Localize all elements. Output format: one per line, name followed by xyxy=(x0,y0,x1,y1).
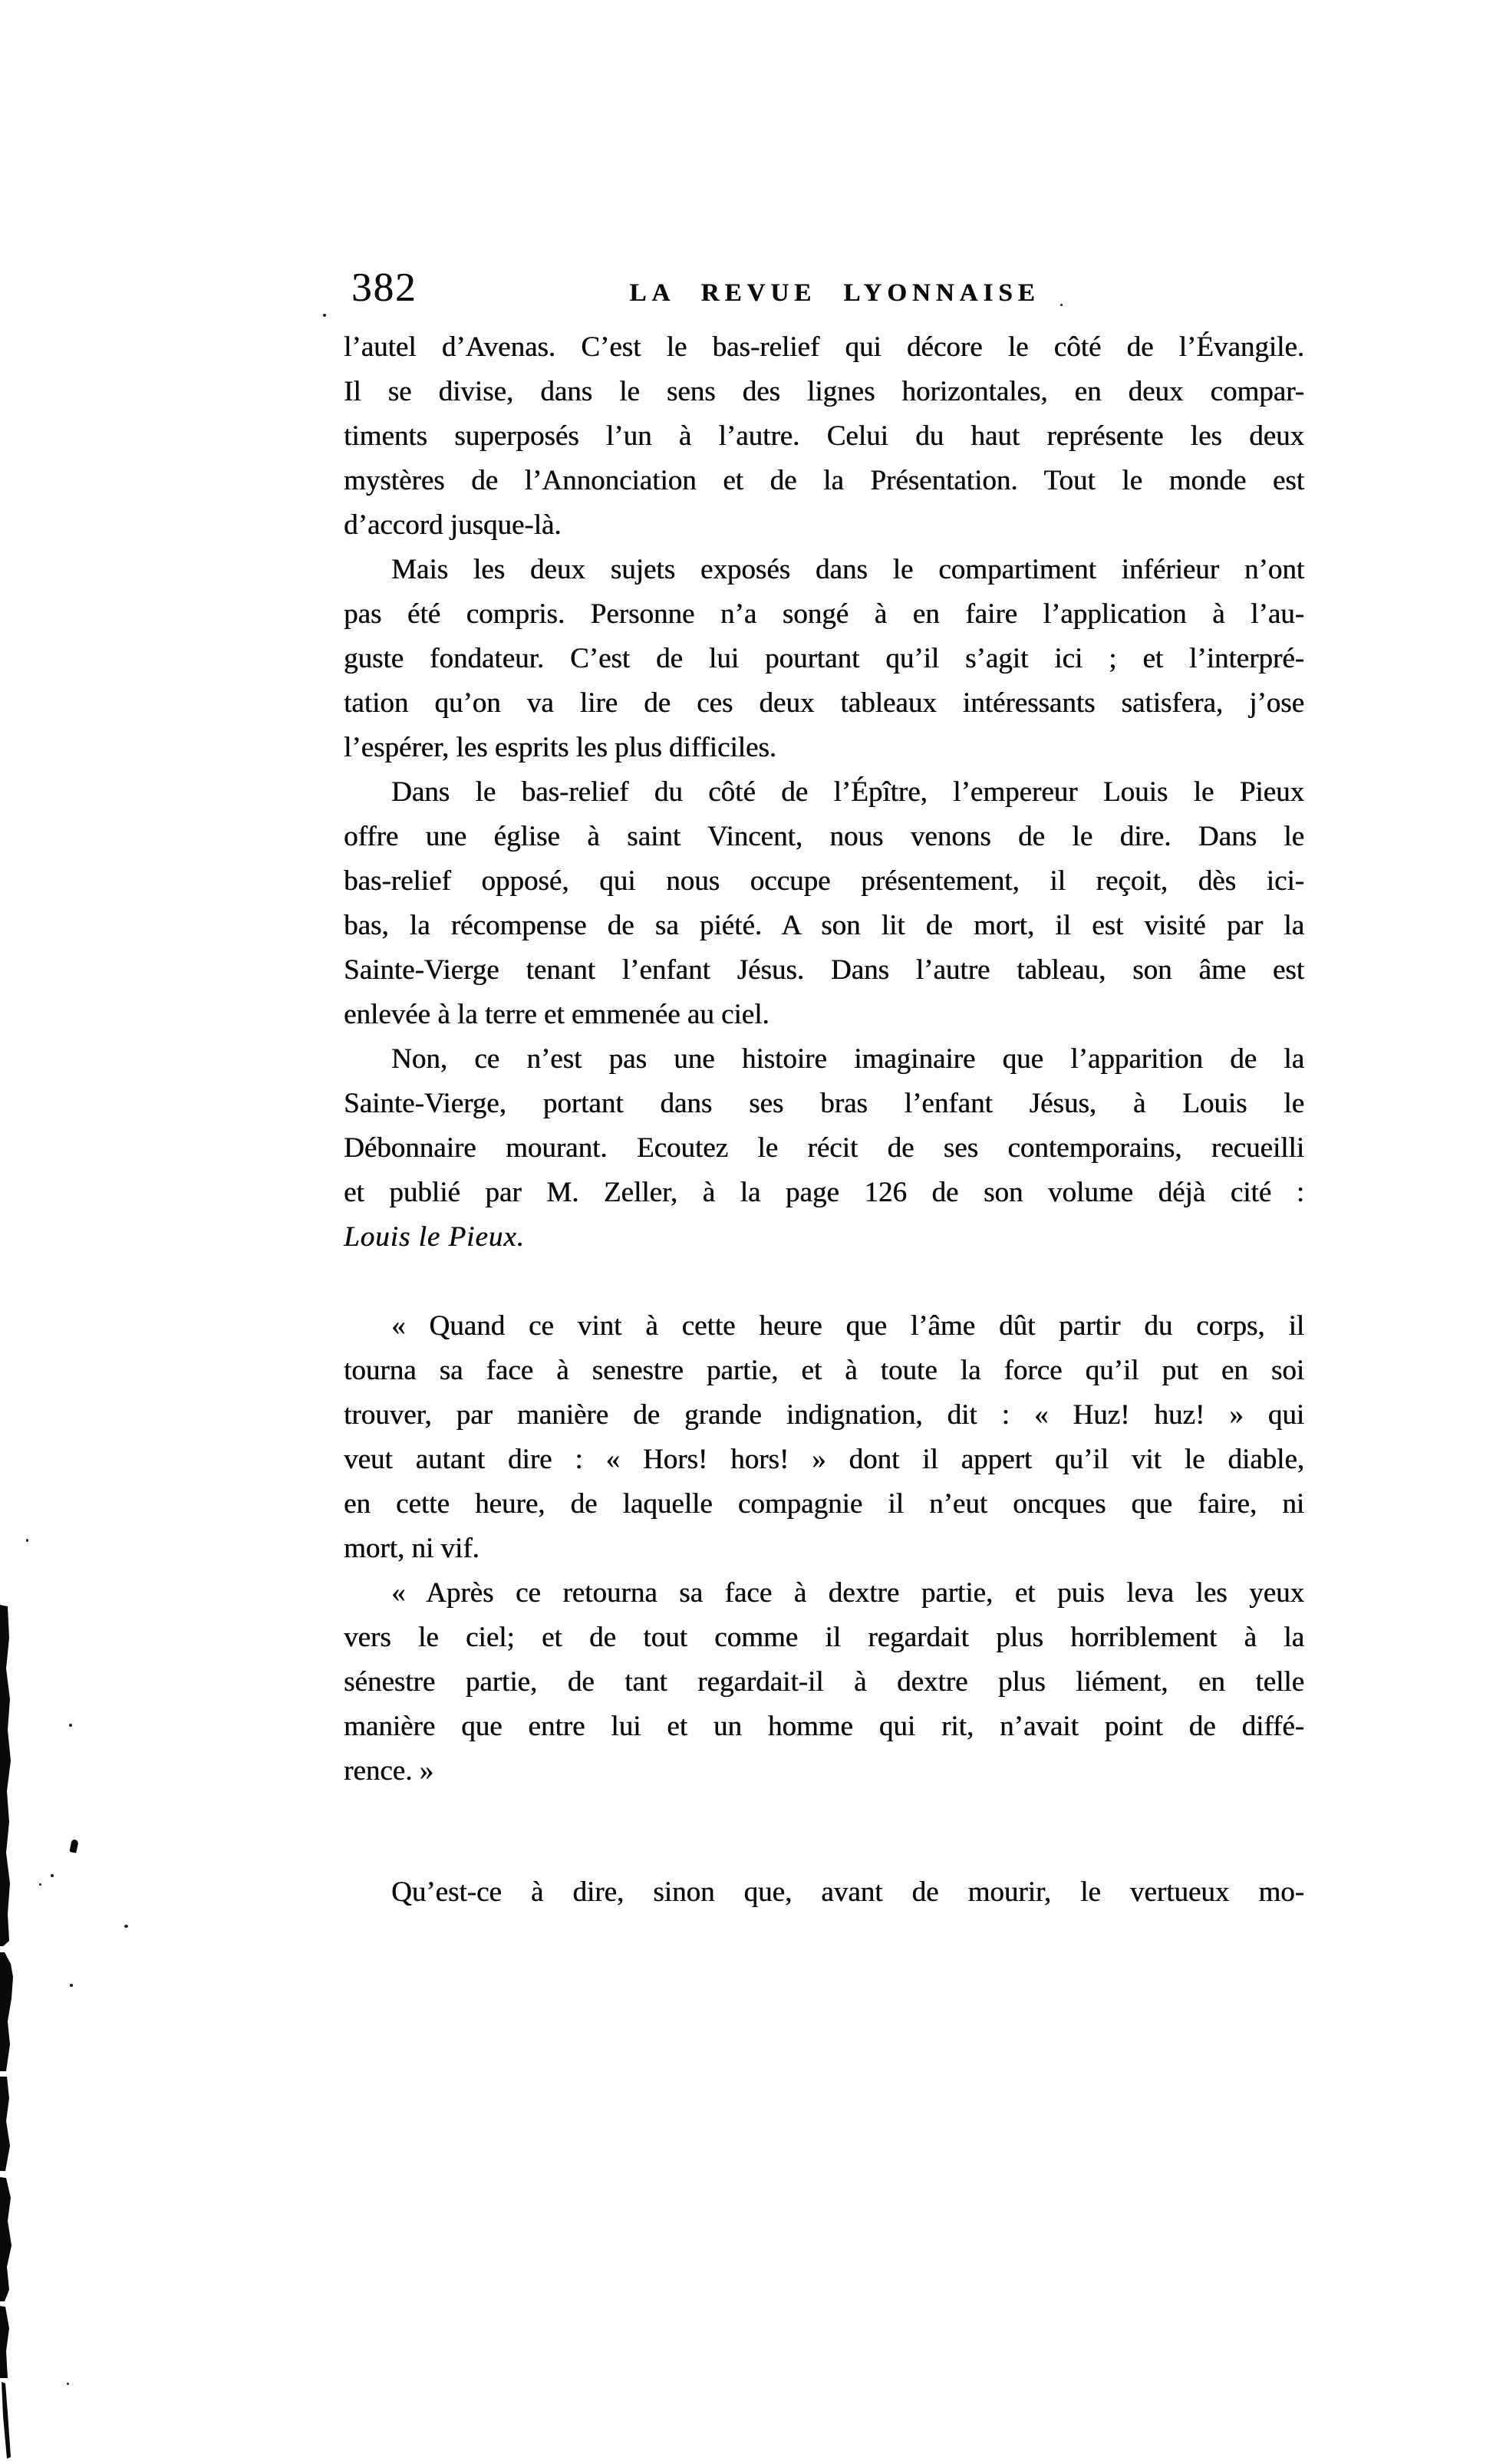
ink-speck xyxy=(70,1984,73,1987)
text-line: enlevée à la terre et emmenée au ciel. xyxy=(344,999,769,1030)
text-line: Il se divise, dans le sens des lignes horizontales, en deux compar- xyxy=(344,376,1304,407)
paragraph-2 xyxy=(344,548,1304,770)
running-title: LA REVUE LYONNAISE xyxy=(629,279,1040,307)
text-line: mort, ni vif. xyxy=(344,1533,479,1564)
text-line: tourna sa face à senestre partie, et à toute la force qu’il put en soi xyxy=(344,1355,1304,1386)
text-line: l’espérer, les esprits les plus difficiles. xyxy=(344,732,776,763)
text-line: Sainte-Vierge tenant l’enfant Jésus. Dans l’autre tableau, son âme est xyxy=(344,954,1304,986)
paragraph-6-quote xyxy=(344,1571,1304,1794)
text-line: timents superposés l’un à l’autre. Celui du haut représente les deux xyxy=(344,420,1304,452)
text-line: et publié par M. Zeller, à la page 126 de son volume déjà cité : xyxy=(344,1177,1304,1208)
paragraph-1 xyxy=(344,325,1304,548)
text-column xyxy=(344,325,1304,1915)
text-line: Sainte-Vierge, portant dans ses bras l’enfant Jésus, à Louis le xyxy=(344,1088,1304,1119)
text-line: l’autel d’Avenas. C’est le bas-relief qui décore le côté de l’Évangile. xyxy=(344,331,1304,363)
text-line-book-title: Louis le Pieux. xyxy=(344,1221,525,1253)
paragraph-3 xyxy=(344,770,1304,1037)
text-line: manière que entre lui et un homme qui rit, n’avait point de diffé- xyxy=(344,1711,1304,1742)
ink-speck xyxy=(51,1874,54,1877)
ink-speck xyxy=(323,314,326,317)
text-line: tation qu’on va lire de ces deux tableaux intéressants satisfera, j’ose xyxy=(344,687,1304,719)
ink-speck xyxy=(124,1925,128,1928)
text-line: rence. » xyxy=(344,1755,434,1787)
blank-gap xyxy=(344,1794,1304,1870)
text-line: guste fondateur. C’est de lui pourtant qu’il s’agit ici ; et l’interpré- xyxy=(344,643,1304,674)
text-line: Débonnaire mourant. Ecoutez le récit de ses contemporains, recueilli xyxy=(344,1132,1304,1164)
paragraph-4 xyxy=(344,1037,1304,1260)
ink-speck xyxy=(26,1539,28,1542)
text-line: vers le ciel; et de tout comme il regardait plus horriblement à la xyxy=(344,1622,1304,1653)
text-line: bas, la récompense de sa piété. A son lit de mort, il est visité par la xyxy=(344,910,1304,941)
paragraph-7 xyxy=(344,1870,1304,1915)
ink-speck xyxy=(67,2383,69,2385)
blank-line xyxy=(344,1260,1304,1304)
text-line: sénestre partie, de tant regardait-il à dextre plus liément, en telle xyxy=(344,1666,1304,1698)
text-line: mystères de l’Annonciation et de la Présentation. Tout le monde est xyxy=(344,465,1304,496)
text-line: Dans le bas-relief du côté de l’Épître, l’empereur Louis le Pieux xyxy=(391,776,1304,808)
text-line: trouver, par manière de grande indignation, dit : « Huz! huz! » qui xyxy=(344,1399,1304,1431)
text-line: d’accord jusque-là. xyxy=(344,509,562,541)
text-line: « Quand ce vint à cette heure que l’âme dût partir du corps, il xyxy=(391,1310,1304,1342)
text-line: « Après ce retourna sa face à dextre partie, et puis leva les yeux xyxy=(391,1577,1304,1609)
text-line: Non, ce n’est pas une histoire imaginaire que l’apparition de la xyxy=(391,1043,1304,1075)
scan-edge-streak xyxy=(0,1599,18,2464)
ink-speck xyxy=(69,1724,72,1727)
paragraph-5-quote xyxy=(344,1304,1304,1571)
text-line: pas été compris. Personne n’a songé à en faire l’application à l’au- xyxy=(344,598,1304,630)
text-line: veut autant dire : « Hors! hors! » dont il appert qu’il vit le diable, xyxy=(344,1444,1304,1475)
ink-speck xyxy=(69,1839,78,1853)
text-line: Mais les deux sujets exposés dans le compartiment inférieur n’ont xyxy=(391,554,1304,585)
text-line: bas-relief opposé, qui nous occupe présentement, il reçoit, dès ici- xyxy=(344,865,1304,897)
text-line: en cette heure, de laquelle compagnie il n’eut oncques que faire, ni xyxy=(344,1488,1304,1520)
text-line: Qu’est-ce à dire, sinon que, avant de mourir, le vertueux mo- xyxy=(391,1876,1304,1908)
page-number: 382 xyxy=(351,265,417,310)
ink-speck xyxy=(39,1883,41,1886)
text-line: offre une église à saint Vincent, nous venons de le dire. Dans le xyxy=(344,821,1304,852)
ink-speck xyxy=(1060,304,1063,306)
